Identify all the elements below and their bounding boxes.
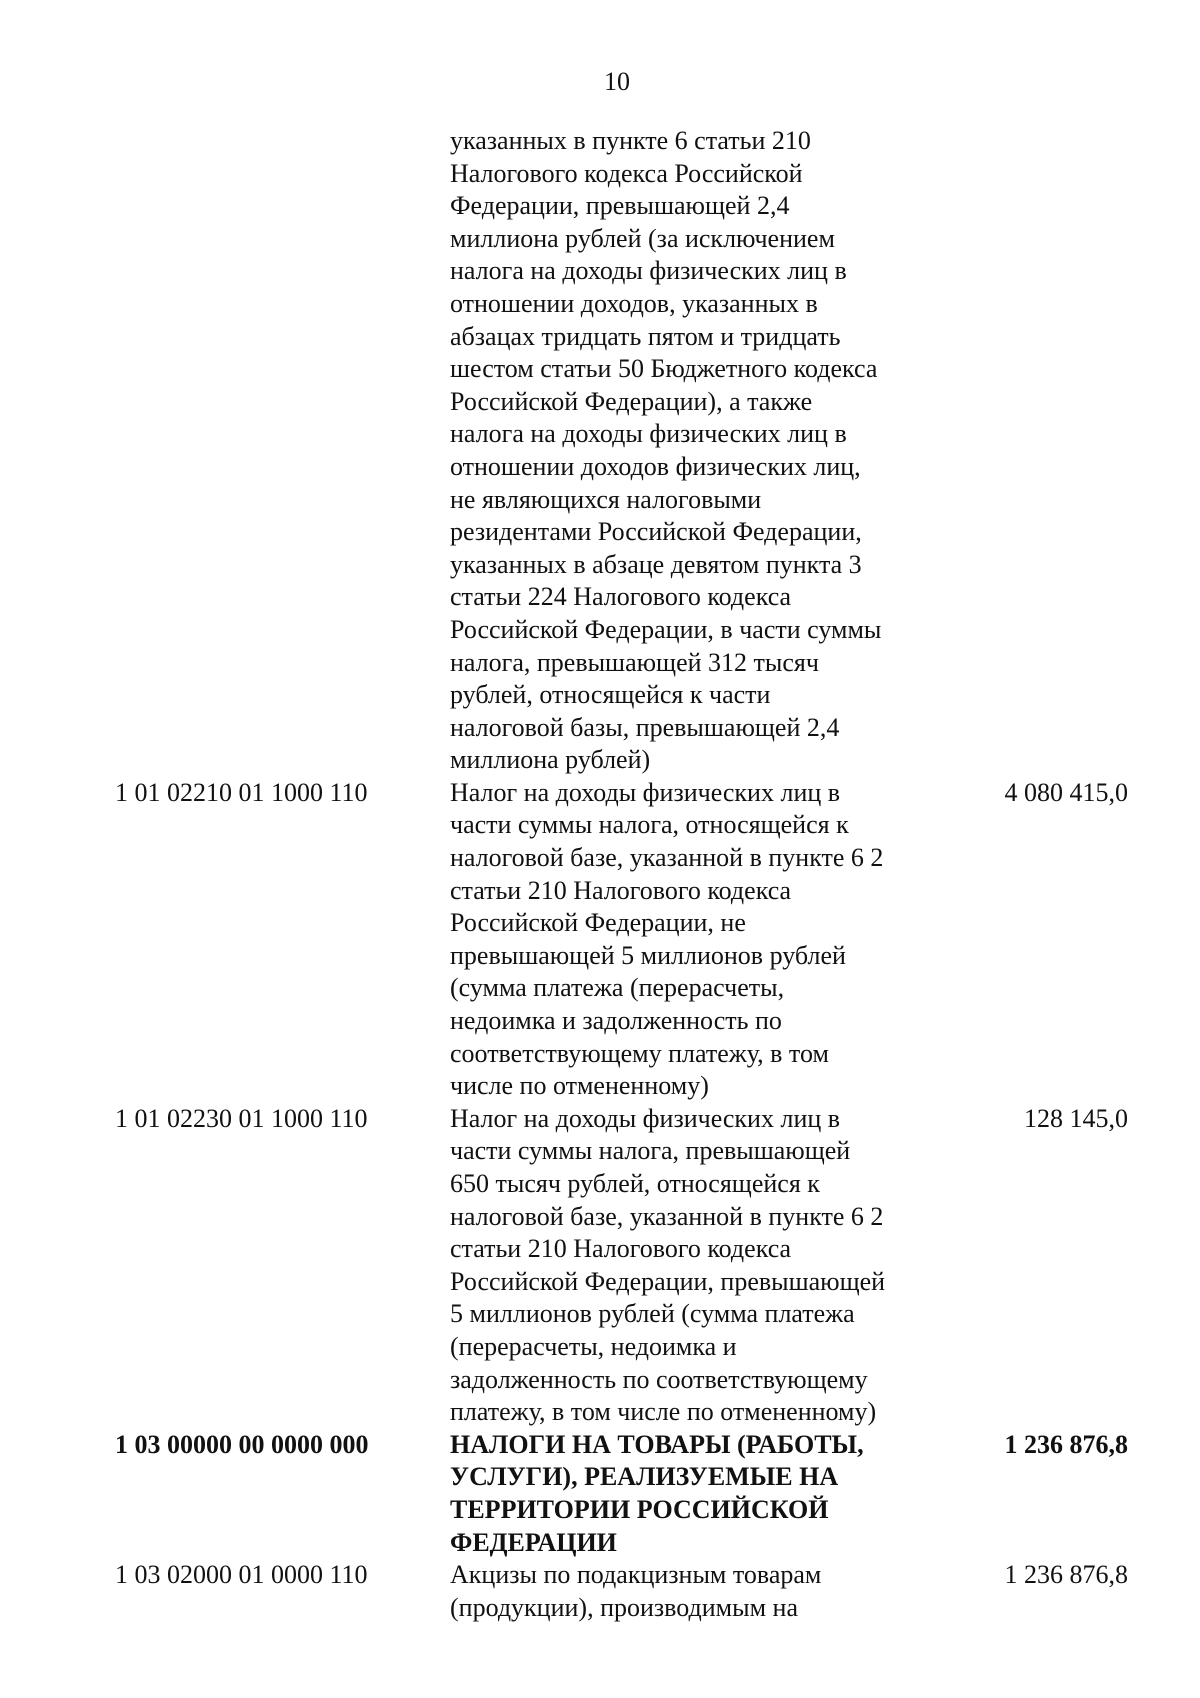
description-line: Налог на доходы физических лиц в — [450, 1103, 841, 1133]
budget-code: 1 01 02210 01 1000 110 — [115, 777, 368, 807]
description-line: Федерации, превышающей 2,4 — [450, 191, 790, 221]
description-line: миллиона рублей) — [450, 745, 651, 775]
description-line: Российской Федерации, превышающей — [450, 1266, 886, 1296]
budget-code: 1 03 02000 01 0000 110 — [115, 1560, 368, 1590]
description-line: Налогового кодекса Российской — [450, 158, 803, 188]
row-description — [450, 777, 930, 1103]
description-line: налога на доходы физических лиц в — [450, 256, 847, 286]
description-line: статьи 210 Налогового кодекса — [450, 875, 792, 905]
description-line: (продукции), производимым на — [450, 1592, 799, 1622]
description-line: 5 миллионов рублей (сумма платежа — [450, 1299, 855, 1329]
amount: 4 080 415,0 — [1004, 777, 1128, 807]
description-line: указанных в пункте 6 статьи 210 — [450, 126, 811, 155]
description-line: отношении доходов физических лиц, — [450, 451, 861, 481]
description-line: шестом статьи 50 Бюджетного кодекса — [450, 354, 878, 384]
table-row — [0, 777, 1200, 1103]
description-line: указанных в абзаце девятом пункта 3 — [450, 549, 862, 579]
description-line: налоговой базы, превышающей 2,4 — [450, 712, 840, 742]
description-line: соответствующему платежу, в том — [450, 1038, 829, 1068]
description-line: ФЕДЕРАЦИИ — [450, 1527, 617, 1557]
amount: 1 236 876,8 — [1004, 1560, 1128, 1590]
description-line: ТЕРРИТОРИИ РОССИЙСКОЙ — [450, 1494, 829, 1524]
description-line: абзацах тридцать пятом и тридцать — [450, 321, 841, 351]
description-line: НАЛОГИ НА ТОВАРЫ (РАБОТЫ, — [450, 1429, 864, 1459]
amount: 128 145,0 — [1024, 1103, 1128, 1133]
row-description — [450, 1559, 930, 1624]
description-line: 650 тысяч рублей, относящейся к — [450, 1169, 820, 1198]
description-line: платежу, в том числе по отмененному) — [450, 1397, 877, 1427]
amount: 1 236 876,8 — [1004, 1429, 1128, 1459]
description-line: не являющихся налоговыми — [450, 484, 762, 514]
description-line: недоимка и задолженность по — [450, 1006, 782, 1036]
description-line: УСЛУГИ), РЕАЛИЗУЕМЫЕ НА — [450, 1462, 839, 1492]
description-line: Российской Федерации), а также — [450, 386, 813, 416]
table-row-section — [0, 1429, 1200, 1559]
description-line: отношении доходов, указанных в — [450, 288, 818, 318]
description-line: налоговой базе, указанной в пункте 6 2 — [450, 1201, 884, 1231]
budget-code: 1 01 02230 01 1000 110 — [115, 1103, 368, 1133]
description-line: резидентами Российской Федерации, — [450, 517, 862, 547]
description-line: налоговой базе, указанной в пункте 6 2 — [450, 843, 884, 873]
table-row — [0, 1559, 1200, 1624]
description-line: Акцизы по подакцизным товарам — [450, 1560, 822, 1590]
description-line: части суммы налога, превышающей — [450, 1136, 851, 1166]
description-line: налога, превышающей 312 тысяч — [450, 647, 819, 677]
description-line: числе по отмененному) — [450, 1071, 709, 1101]
budget-code: 1 03 00000 00 0000 000 — [115, 1429, 369, 1459]
description-line: статьи 224 Налогового кодекса — [450, 582, 792, 612]
description-line: миллиона рублей (за исключением — [450, 223, 835, 253]
description-line: Российской Федерации, не — [450, 908, 746, 938]
row-description — [450, 1103, 930, 1429]
description-line: (сумма платежа (перерасчеты, — [450, 973, 785, 1003]
description-line: превышающей 5 миллионов рублей — [450, 940, 846, 970]
description-line: рублей, относящейся к части — [450, 680, 771, 710]
row-description — [450, 125, 930, 777]
description-line: (перерасчеты, недоимка и — [450, 1331, 737, 1361]
revenue-table — [0, 125, 1200, 1624]
description-line: Российской Федерации, в части суммы — [450, 614, 882, 644]
row-description — [450, 1429, 930, 1559]
table-row — [0, 125, 1200, 777]
description-line: статьи 210 Налогового кодекса — [450, 1234, 792, 1264]
description-line: налога на доходы физических лиц в — [450, 419, 847, 449]
table-row — [0, 1103, 1200, 1429]
page-number: 10 — [604, 67, 630, 96]
description-line: части суммы налога, относящейся к — [450, 810, 849, 840]
description-line: Налог на доходы физических лиц в — [450, 777, 841, 807]
description-line: задолженность по соответствующему — [450, 1364, 868, 1394]
